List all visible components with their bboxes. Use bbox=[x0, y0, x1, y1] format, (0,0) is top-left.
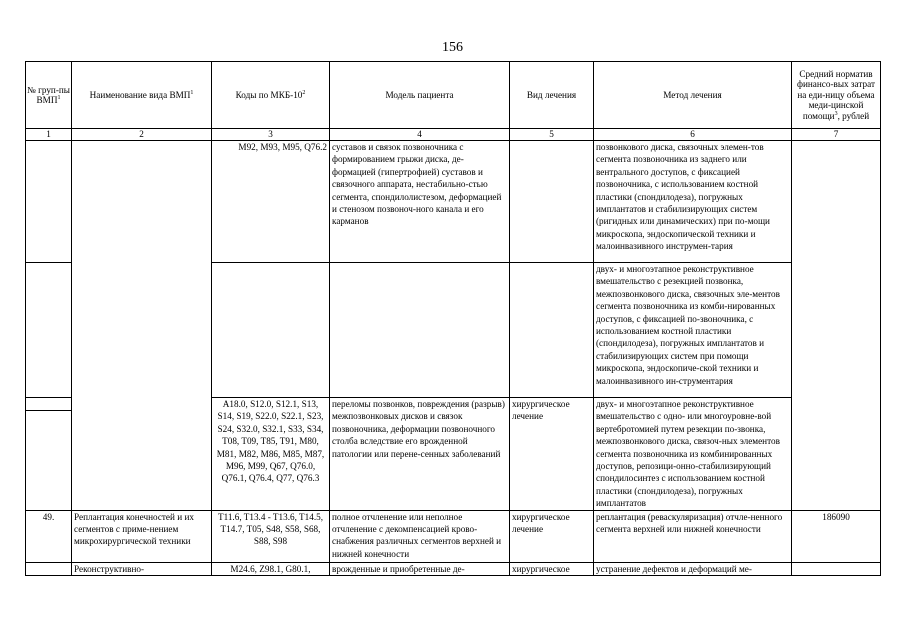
treatment-method-cell: двух- и многоэтапное реконструктивное вмешательство с одно- или многоуровне-вой вертебротомией путем резекции по-звонка, межпозвонкового диска, связоч-ных элементов сегмента позвоночника из комбинированных доступов, репозици-онно-стабилизирующий спондилосинтез с использованием костной пластики (спондилодеза), погружных имплантатов bbox=[594, 398, 792, 511]
table-row bbox=[26, 562, 881, 575]
icd-codes-cell: A18.0, S12.0, S12.1, S13, S14, S19, S22.0, S22.1, S23, S24, S32.0, S32.1, S33, S34, T08, T09, T85, T91, M80, M81, M82, M86, M85, M87, M96, M99, Q67, Q76.0, Q76.1, Q76.4, Q77, Q76.3 bbox=[212, 398, 330, 511]
treatment-method-cell: устранение дефектов и деформаций ме- bbox=[594, 562, 792, 575]
treatment-type-cell: хирургическое лечение bbox=[510, 398, 594, 511]
cost-cell: 186090 bbox=[792, 510, 881, 562]
treatment-type-cell: хирургическое лечение bbox=[510, 510, 594, 562]
vmp-name-cell bbox=[72, 141, 212, 511]
group-cell bbox=[26, 263, 72, 398]
column-number: 6 bbox=[594, 129, 792, 141]
group-cell bbox=[26, 141, 72, 263]
header-icd-codes: Коды по МКБ-$10^2$ bbox=[212, 62, 330, 129]
treatment-type-cell bbox=[510, 141, 594, 263]
patient-model-cell bbox=[330, 263, 510, 398]
header-vmp-name: Наименование вида ВМП$^1$ bbox=[72, 62, 212, 129]
treatment-method-cell: двух- и многоэтапное реконструктивное вмешательство с резекцией позвонка, межпозвонкового диска, связочных эле-ментов сегмента позвоночника из комби-нированных доступов, с фиксацией по-звоночника, с использованием костной пластики (спондилодеза), погружных имплантатов и стабилизирующих систем при помощи микроскопа, эндоскопиче-ской техники и малоинвазивного ин-струментария bbox=[594, 263, 792, 398]
group-cell bbox=[26, 398, 72, 511]
group-number-cell: 49. bbox=[26, 510, 72, 562]
cost-cell bbox=[792, 562, 881, 575]
table-row bbox=[26, 510, 881, 562]
column-number: 7 bbox=[792, 129, 881, 141]
group-cell bbox=[26, 562, 72, 575]
icd-codes-cell bbox=[212, 263, 330, 398]
patient-model-cell: переломы позвонков, повреждения (разрыв) межпозвонковых дисков и связок позвоночника, деформации позвоночного столба вследствие его врожденной патологии или перене-сенных заболеваний bbox=[330, 398, 510, 511]
header-treatment-method: Метод лечения bbox=[594, 62, 792, 129]
header-group-no: № груп-пы ВМП$^1$ bbox=[26, 62, 72, 129]
header-patient-model: Модель пациента bbox=[330, 62, 510, 129]
vmp-table bbox=[25, 61, 881, 576]
treatment-type-cell bbox=[510, 263, 594, 398]
column-number: 1 bbox=[26, 129, 72, 141]
cost-cell bbox=[792, 141, 881, 511]
header-row bbox=[26, 62, 881, 129]
vmp-name-cell: Реконструктивно- bbox=[72, 562, 212, 575]
icd-codes-cell: M92, M93, M95, Q76.2 bbox=[212, 141, 330, 263]
icd-codes-cell: T11.6, T13.4 - T13.6, T14.5, T14.7, T05, S48, S58, S68, S88, S98 bbox=[212, 510, 330, 562]
page-number: 156 bbox=[442, 40, 463, 55]
patient-model-cell: суставов и связок позвоночника с формированием грыжи диска, де-формацией (гипертрофией) суставов и связочного аппарата, нестабильно-стью сегмента, спондилолистезом, деформацией и стенозом позвоноч-ного канала и его карманов bbox=[330, 141, 510, 263]
column-number: 4 bbox=[330, 129, 510, 141]
icd-codes-cell: M24.6, Z98.1, G80.1, bbox=[212, 562, 330, 575]
treatment-method-cell: реплантация (реваскуляризация) отчле-ненного сегмента верхней или нижней конечности bbox=[594, 510, 792, 562]
treatment-type-cell: хирургическое bbox=[510, 562, 594, 575]
patient-model-cell: врожденные и приобретенные де- bbox=[330, 562, 510, 575]
vmp-name-cell: Реплантация конечностей и их сегментов с приме-нением микрохирургической техники bbox=[72, 510, 212, 562]
column-number: 2 bbox=[72, 129, 212, 141]
header-cost: Средний норматив финансо-вых затрат на еди-ницу объема меди-цинской помощи$^3$, рублей bbox=[792, 62, 881, 129]
column-number: 3 bbox=[212, 129, 330, 141]
column-number: 5 bbox=[510, 129, 594, 141]
treatment-method-cell: позвонкового диска, связочных элемен-тов сегмента позвоночника из заднего или вентрального доступов, с фиксацией позвоночника, с использованием костной пластики (спондилодеза), погружных имплантатов и стабилизирующих систем (ригидных или динамических) при по-мощи микроскопа, эндоскопической техники и малоинвазивного инструмен-тария bbox=[594, 141, 792, 263]
patient-model-cell: полное отчленение или неполное отчленение с декомпенсацией крово-снабжения различных сегментов верхней и нижней конечности bbox=[330, 510, 510, 562]
table-row bbox=[26, 141, 881, 263]
column-numbers-row bbox=[26, 129, 881, 141]
header-treatment-type: Вид лечения bbox=[510, 62, 594, 129]
